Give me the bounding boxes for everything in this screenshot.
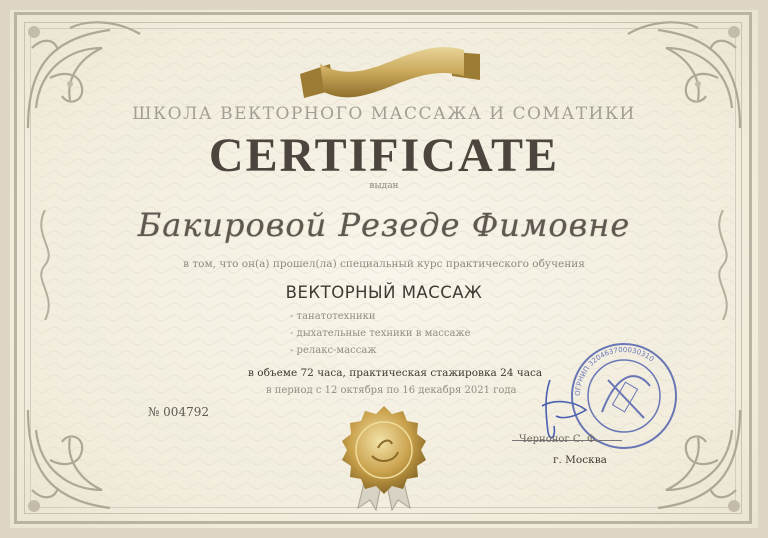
gold-ribbon xyxy=(280,40,500,104)
course-description: в том, что он(а) прошел(ла) специальный курс практического обучения xyxy=(183,258,585,270)
topic-list xyxy=(290,308,471,359)
issued-to-label: выдан xyxy=(369,181,399,191)
city: г. Москва xyxy=(553,454,607,466)
course-volume: в объеме 72 часа, практическая стажировка 24 часа xyxy=(248,367,543,379)
course-period: в период с 12 октября по 16 декабря 2021 года xyxy=(266,385,517,396)
course-title: ВЕКТОРНЫЙ МАССАЖ xyxy=(285,283,483,302)
certificate-title: CERTIFICATE xyxy=(208,129,560,182)
gold-seal xyxy=(336,404,432,512)
list-item: - релакс-массаж xyxy=(290,345,377,356)
list-item: - дыхательные техники в массаже xyxy=(290,328,471,339)
recipient-name: Бакировой Резеде Фимовне xyxy=(137,206,631,244)
corner-ornament-bottom-left xyxy=(10,380,160,530)
school-name: ШКОЛА ВЕКТОРНОГО МАССАЖА И СОМАТИКИ xyxy=(132,104,636,124)
signatory-name: Черноног С. Ф. xyxy=(519,434,599,445)
list-item: - танатотехники xyxy=(290,311,376,322)
stamp-text: ОГРНИП 320463700030310 xyxy=(573,345,656,397)
certificate-number: № 004792 xyxy=(148,405,209,419)
